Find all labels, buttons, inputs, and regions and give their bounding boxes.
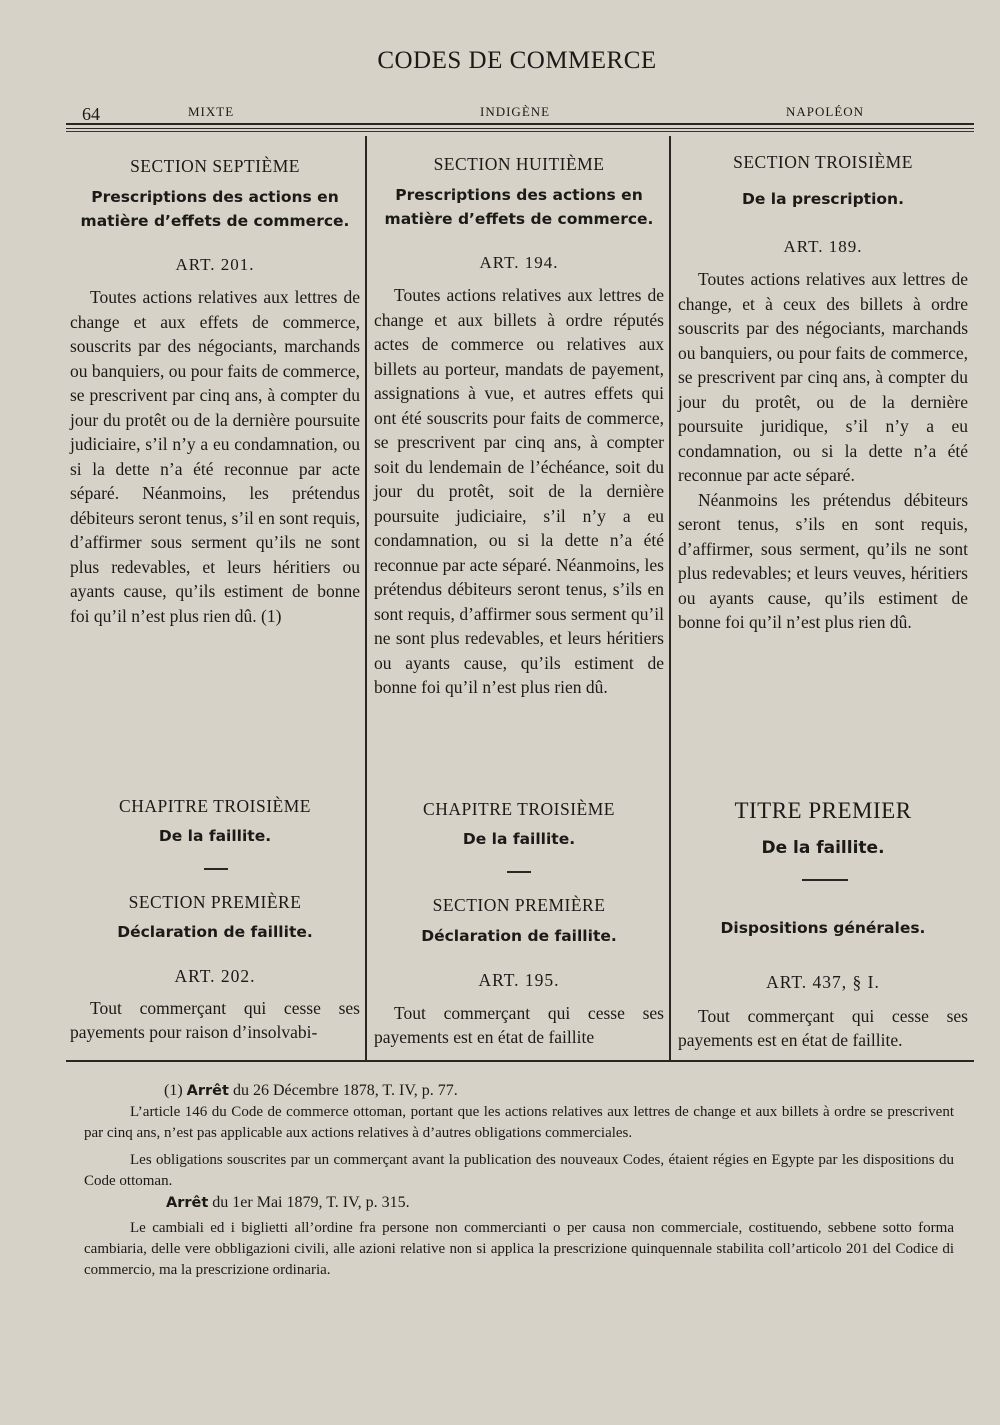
footnote-paragraph: Le cambiali ed i biglietti all’ordine fra persone non commercianti o per causa non commerciale, costituendo, sebbene sotto forma cambiaria, delle vere obbligazioni civili, alle azioni relative non si applica la prescrizione quinquennale stabilita coll’articolo 201 del Codice di commercio, ma la prescrizione ordinaria. bbox=[84, 1220, 954, 1278]
column-label-indigene: INDIGÈNE bbox=[480, 104, 551, 119]
section-title: De la prescription. bbox=[742, 190, 904, 208]
article2-number-napoleon: ART. 437, § I. bbox=[766, 972, 880, 992]
section-title: Prescriptions des actions en matière d’effets de commerce. bbox=[80, 188, 350, 230]
separator-dash bbox=[204, 868, 228, 870]
footnotes bbox=[84, 1080, 954, 1281]
article-text: Toutes actions relatives aux lettres de change et aux billets à ordre réputés actes de commerce ou relatives aux billets au porteur, mandats de payement, assignations à vue, et autres effets qui ont été souscrits pour faits de commerce, se prescrivent par cinq ans, à compter soit du lendemain de l’échéance, soit du jour du protêt, soit de la dernière poursuite judiciaire, s’il n’y a eu condamnation, ou si la dette n’a été reconnue par acte séparé. Néanmoins, les prétendus débiteurs seront tenus, s’ils en sont requis, d’affirmer sous serment qu’il ne sont plus redevables, et leurs héritiers ou ayants cause, qu’ils estiment de bonne foi qu’il n’est plus rien dû. bbox=[374, 285, 664, 697]
header-double-rule bbox=[66, 123, 974, 129]
footnote-paragraph: Les obligations souscrites par un commerçant avant la publication des nouveaux Codes, étaient régies en Egypte par les dispositions du Code ottoman. bbox=[84, 1152, 954, 1189]
footnote-paragraph: L’article 146 du Code de commerce ottoman, portant que les actions relatives aux lettres de change et aux billets à ordre se prescrivent par cinq ans, n’est pas applicable aux actions relatives à d’autres obligations commerciales. bbox=[84, 1104, 954, 1141]
titre-title-napoleon: De la faillite. bbox=[761, 838, 885, 858]
article-text: Toutes actions relatives aux lettres de change, et à ceux des billets à ordre souscrits par des négociants, marchands ou banquiers, ou pour faits de commerce, se prescrivent par cinq ans, à compter du jour du protêt, ou de la dernière poursuite juridique, s’il n’y a eu condamnation, ou si la dette n’a été reconnue par acte séparé. bbox=[678, 269, 968, 485]
article2-text-napoleon: Tout commerçant qui cesse ses payements est en état de faillite. bbox=[678, 1006, 968, 1050]
separator-dash bbox=[802, 879, 848, 881]
article2-text-indigene: Tout commerçant qui cesse ses payements est en état de faillite bbox=[374, 1003, 664, 1047]
article-text: Toutes actions relatives aux lettres de change et aux effets de commerce, souscrits par des négociants, marchands ou banquiers, ou pour faits de commerce, se prescrivent par cinq ans, à compter du jour du protêt ou de la dernière poursuite judiciaire, s’il n’y a eu condamnation, ou si la dette n’a été reconnue par acte séparé. Néanmoins, les prétendus débiteurs seront tenus, s’il en sont requis, d’affirmer sous serment qu’ils ne sont plus redevables, et leurs héritiers ou ayants cause, qu’ils estiment de bonne foi qu’il n’est plus rien dû. (1) bbox=[70, 287, 360, 626]
chapter-title-mixte: De la faillite. bbox=[158, 827, 272, 845]
section-heading: SECTION HUITIÈME bbox=[433, 154, 605, 174]
chapter-heading-indigene: CHAPITRE TROISIÈME bbox=[423, 799, 615, 819]
section2-title-mixte: Déclaration de faillite. bbox=[117, 923, 313, 941]
chapter-title-indigene: De la faillite. bbox=[462, 830, 576, 848]
article-number: ART. 194. bbox=[479, 253, 559, 272]
column-label-mixte: MIXTE bbox=[188, 104, 235, 119]
column-mixte bbox=[70, 150, 360, 628]
column-divider-2 bbox=[669, 136, 671, 1061]
page-number: 64 bbox=[82, 104, 100, 124]
footnote-2-date: du 1er Mai 1879, T. IV, p. 315. bbox=[212, 1194, 410, 1211]
column-napoleon bbox=[678, 146, 968, 635]
article-number: ART. 201. bbox=[175, 255, 255, 274]
footnote-arret-label: Arrêt bbox=[166, 1195, 209, 1211]
dispositions-title-napoleon: Dispositions générales. bbox=[720, 919, 926, 937]
columns-bottom-rule bbox=[66, 1060, 974, 1062]
article-text-continued: Néanmoins les prétendus débiteurs seront tenus, s’ils en sont requis, d’affirmer, sous serment, qu’ils ne sont plus redevables; et leurs veuves, héritiers ou ayants cause, qu’ils estiment de bonne foi qu’il n’est plus rien dû. bbox=[678, 489, 968, 632]
section-heading: SECTION TROISIÈME bbox=[733, 152, 913, 172]
column-indigene bbox=[374, 148, 664, 700]
article2-number-mixte: ART. 202. bbox=[174, 966, 256, 986]
article-number: ART. 189. bbox=[783, 237, 863, 256]
titre-heading-napoleon: TITRE PREMIER bbox=[734, 798, 912, 823]
section2-heading-mixte: SECTION PREMIÈRE bbox=[128, 892, 302, 912]
section-heading: SECTION SEPTIÈME bbox=[130, 156, 300, 176]
separator-dash bbox=[507, 871, 531, 873]
footnote-2-reference bbox=[84, 1192, 954, 1214]
footnote-arret-label: Arrêt bbox=[186, 1083, 229, 1099]
article2-text-mixte: Tout commerçant qui cesse ses payements pour raison d’insolvabi- bbox=[70, 998, 360, 1042]
footnote-marker: (1) bbox=[164, 1082, 183, 1099]
section-title: Prescriptions des actions en matière d’effets de commerce. bbox=[384, 186, 654, 228]
footnote-1-reference bbox=[84, 1080, 954, 1102]
footnote-1-date: du 26 Décembre 1878, T. IV, p. 77. bbox=[232, 1082, 458, 1099]
article2-number-indigene: ART. 195. bbox=[478, 970, 560, 990]
section2-title-indigene: Déclaration de faillite. bbox=[421, 927, 617, 945]
column-divider-1 bbox=[365, 136, 367, 1061]
page-title: CODES DE COMMERCE bbox=[377, 47, 657, 74]
section2-heading-indigene: SECTION PREMIÈRE bbox=[432, 895, 606, 915]
header-thin-rule bbox=[66, 131, 974, 132]
column-label-napoleon: NAPOLÉON bbox=[786, 104, 865, 119]
chapter-heading-mixte: CHAPITRE TROISIÈME bbox=[119, 796, 311, 816]
